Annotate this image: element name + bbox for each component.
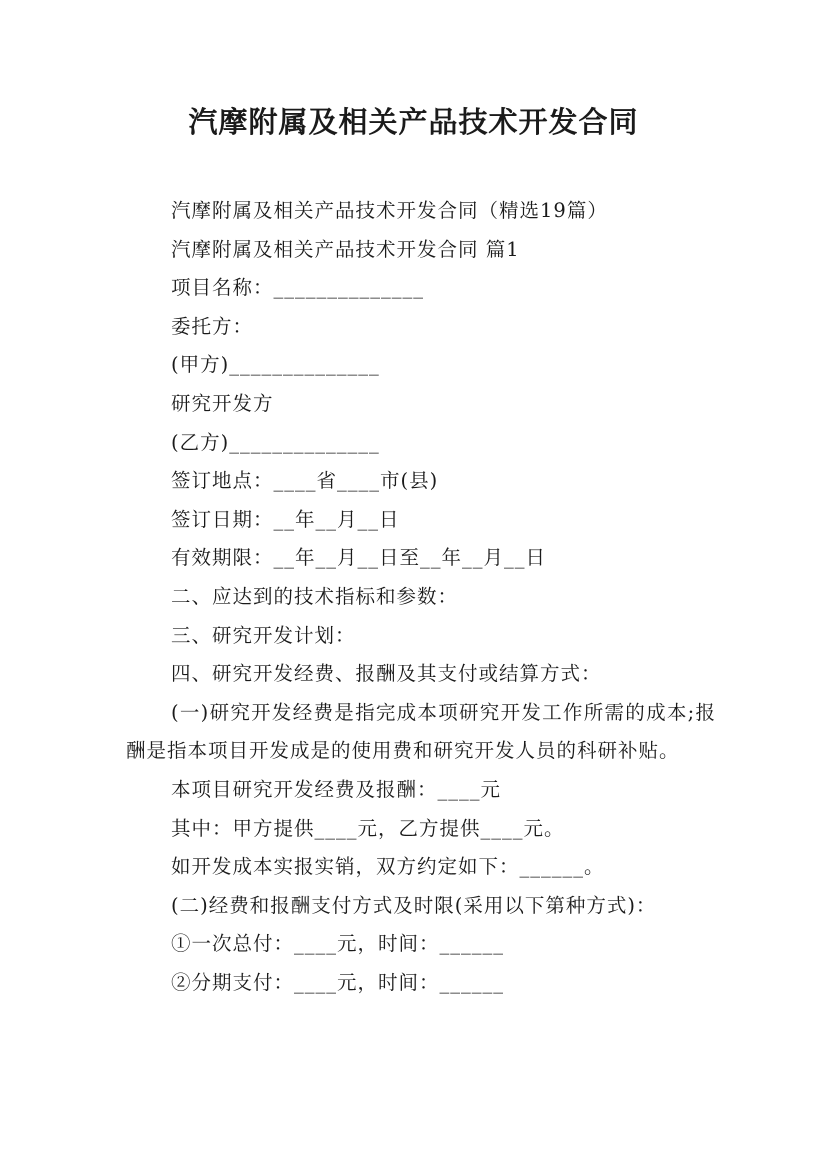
doc-line-fee-total: 本项目研究开发经费及报酬：____元	[171, 777, 502, 801]
doc-line-developer: 研究开发方	[171, 391, 274, 415]
doc-line-installments: ②分期支付：____元，时间：______	[171, 970, 505, 994]
doc-line-validity: 有效期限：__年__月__日至__年__月__日	[171, 546, 547, 570]
doc-line-payment-method: (二)经费和报酬支付方式及时限(采用以下第种方式)：	[171, 893, 657, 917]
doc-line-lump-sum: ①一次总付：____元，时间：______	[171, 932, 505, 956]
doc-line-subtitle: 汽摩附属及相关产品技术开发合同（精选19篇）	[171, 199, 608, 222]
doc-line-party-b: (乙方)______________	[171, 430, 380, 454]
document-body	[126, 192, 716, 1002]
doc-line-client: 委托方：	[171, 314, 254, 338]
doc-line-section-heading: 汽摩附属及相关产品技术开发合同 篇1	[171, 237, 520, 261]
doc-paragraph-funding: (一)研究开发经费是指完成本项研究开发工作所需的成本;报酬是指本项目开发成是的使用费和研究开发人员的科研补贴。	[126, 700, 716, 763]
doc-line-section-4: 四、研究开发经费、报酬及其支付或结算方式：	[171, 662, 602, 686]
doc-line-fee-split: 其中：甲方提供____元，乙方提供____元。	[171, 816, 565, 840]
doc-line-section-3: 三、研究开发计划：	[171, 623, 356, 647]
doc-line-sign-date: 签订日期：__年__月__日	[171, 507, 400, 531]
doc-line-sign-place: 签订地点：____省____市(县)	[171, 469, 439, 493]
doc-line-party-a: (甲方)______________	[171, 353, 380, 377]
doc-line-section-2: 二、应达到的技术指标和参数：	[171, 584, 459, 608]
doc-line-cost-reimbursement: 如开发成本实报实销，双方约定如下：______。	[171, 855, 605, 879]
document-title: 汽摩附属及相关产品技术开发合同	[188, 105, 639, 139]
doc-line-project-name: 项目名称：______________	[171, 276, 425, 300]
